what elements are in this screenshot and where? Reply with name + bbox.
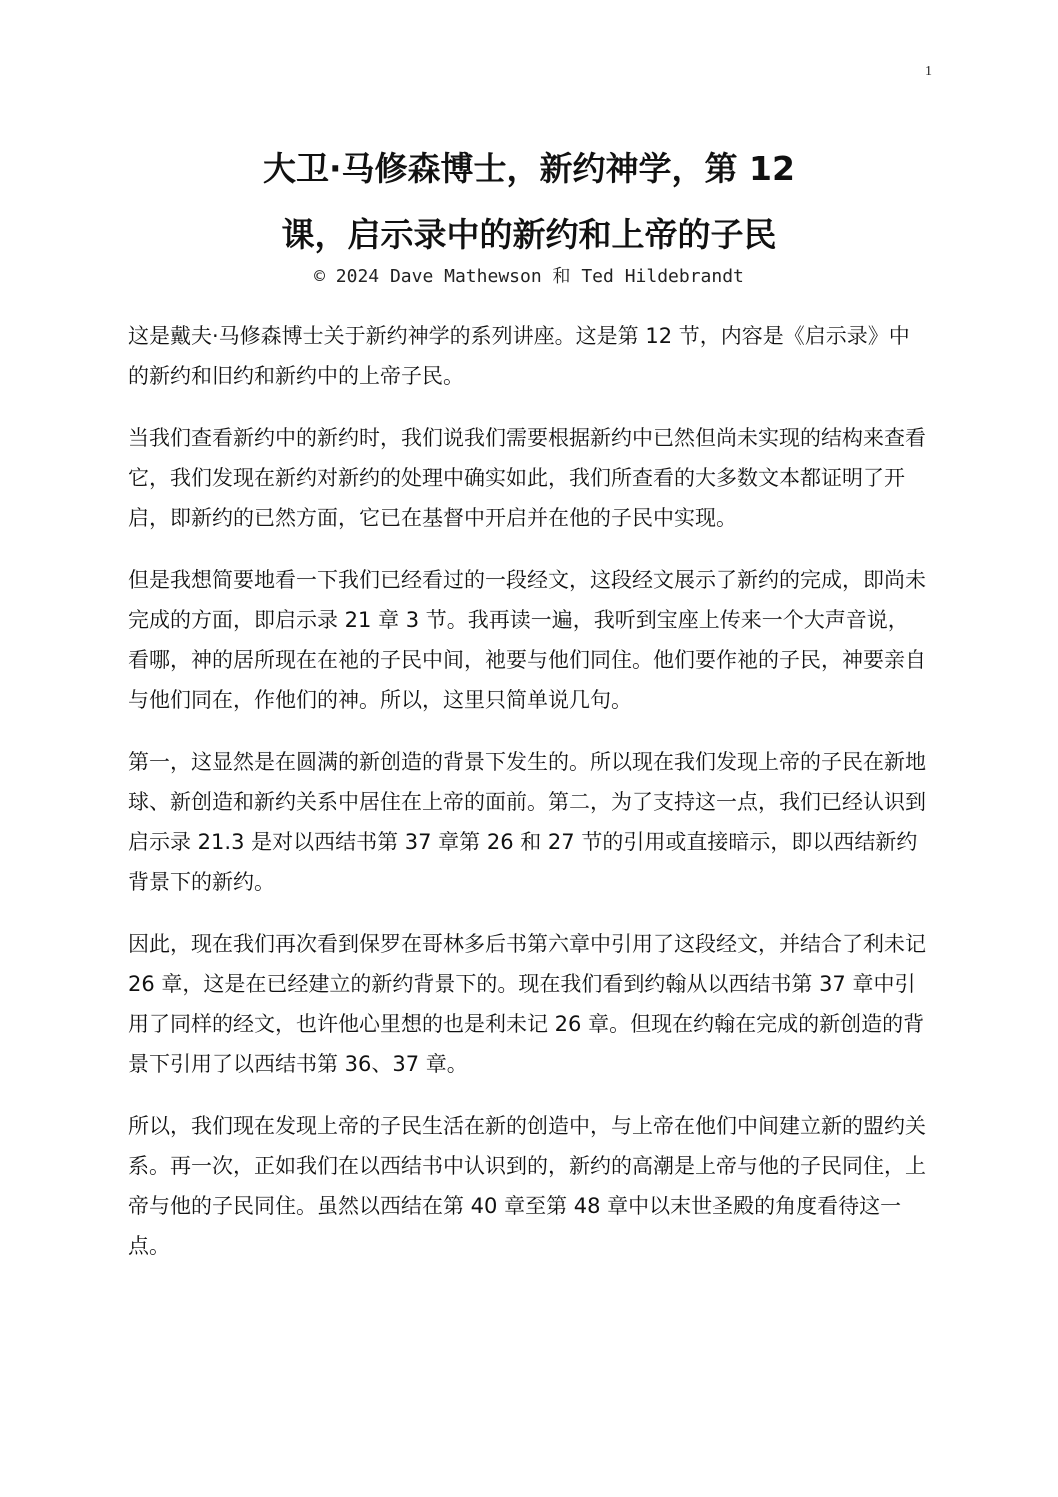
paragraph: 所以，我们现在发现上帝的子民生活在新的创造中，与上帝在他们中间建立新的盟约关系。再一次，正如我们在以西结书中认识到的，新约的高潮是上帝与他的子民同住，上帝与他的子民同住。虽然以西结在第 40 章至第 48 章中以末世圣殿的角度看待这一点。: [128, 1114, 926, 1258]
title-line-2: 课，启示录中的新约和上帝的子民: [281, 215, 777, 254]
document-title: [150, 136, 908, 268]
paragraph: 当我们查看新约中的新约时，我们说我们需要根据新约中已然但尚未实现的结构来查看它，我们发现在新约对新约的处理中确实如此，我们所查看的大多数文本都证明了开启，即新约的已然方面，它已在基督中开启并在他的子民中实现。: [128, 426, 926, 530]
paragraph: 因此，现在我们再次看到保罗在哥林多后书第六章中引用了这段经文，并结合了利未记 26 章，这是在已经建立的新约背景下的。现在我们看到约翰从以西结书第 37 章中引用了同样的经文，也许他心里想的也是利未记 26 章。但现在约翰在完成的新创造的背景下引用了以西结书第 36、37 章。: [128, 932, 926, 1076]
title-line-1: 大卫·马修森博士，新约神学，第 12: [263, 149, 795, 188]
copyright-notice: © 2024 Dave Mathewson 和 Ted Hildebrandt: [314, 266, 744, 287]
paragraph: 这是戴夫·马修森博士关于新约神学的系列讲座。这是第 12 节，内容是《启示录》中的新约和旧约和新约中的上帝子民。: [128, 324, 910, 388]
paragraph: 第一，这显然是在圆满的新创造的背景下发生的。所以现在我们发现上帝的子民在新地球、新创造和新约关系中居住在上帝的面前。第二，为了支持这一点，我们已经认识到启示录 21.3 是对以西结书第 37 章第 26 和 27 节的引用或直接暗示，即以西结新约背景下的新约。: [128, 750, 926, 894]
paragraph: 但是我想简要地看一下我们已经看过的一段经文，这段经文展示了新约的完成，即尚未完成的方面，即启示录 21 章 3 节。我再读一遍，我听到宝座上传来一个大声音说，看哪，神的居所现在在祂的子民中间，祂要与他们同住。他们要作祂的子民，神要亲自与他们同在，作他们的神。所以，这里只简单说几句。: [128, 568, 926, 712]
body-text: [128, 316, 928, 1288]
page-number: 1: [925, 64, 932, 79]
